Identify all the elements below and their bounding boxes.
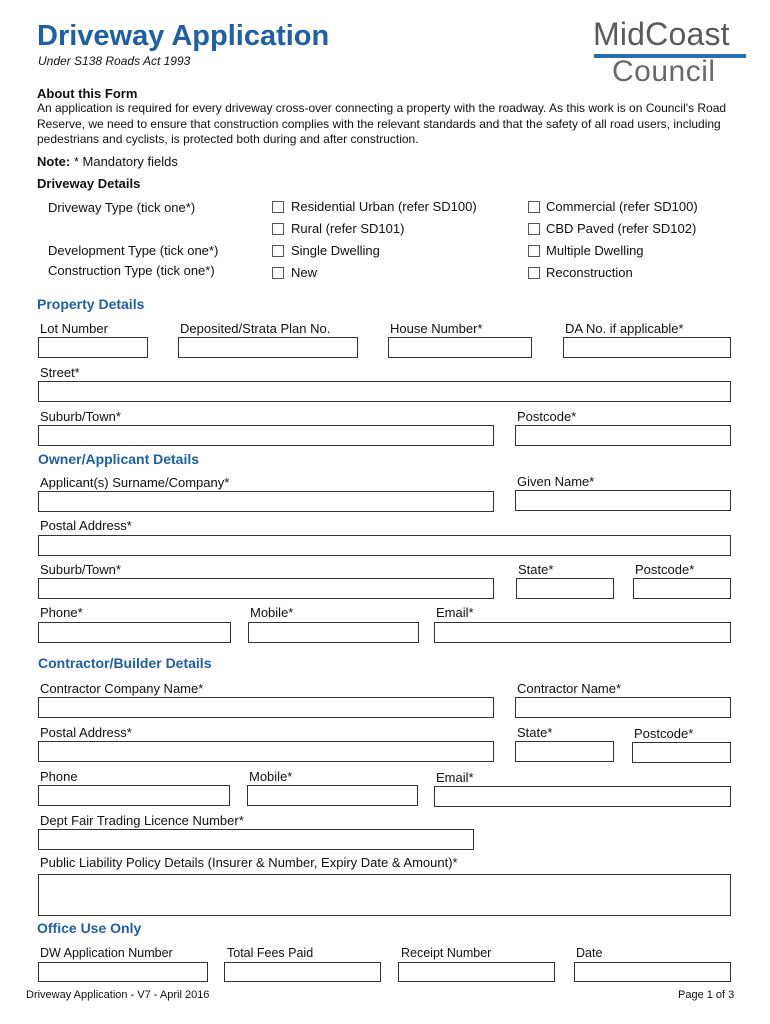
contractor-phone-label: Phone (40, 769, 78, 784)
single-dwelling-label: Single Dwelling (291, 243, 380, 258)
note-label: Note: (37, 154, 71, 169)
licence-label: Dept Fair Trading Licence Number* (40, 813, 244, 828)
lot-number-label: Lot Number (40, 321, 108, 336)
owner-phone-input[interactable] (38, 622, 231, 643)
receipt-label: Receipt Number (401, 946, 492, 960)
fees-input[interactable] (224, 962, 381, 982)
surname-input[interactable] (38, 491, 494, 512)
owner-email-label: Email* (436, 605, 474, 620)
logo-text-council: Council (612, 55, 716, 88)
property-postcode-input[interactable] (515, 425, 731, 446)
contractor-name-label: Contractor Name* (517, 681, 622, 696)
rural-label: Rural (refer SD101) (291, 221, 405, 236)
contractor-heading: Contractor/Builder Details (38, 655, 212, 671)
contractor-company-label: Contractor Company Name* (40, 681, 204, 696)
commercial-checkbox[interactable] (528, 201, 540, 213)
new-checkbox[interactable] (272, 267, 284, 279)
reconstruction-checkbox[interactable] (528, 267, 540, 279)
new-label: New (291, 265, 318, 280)
receipt-input[interactable] (398, 962, 555, 982)
owner-postcode-input[interactable] (633, 578, 731, 599)
footer-version: Driveway Application - V7 - April 2016 (26, 989, 210, 1001)
office-heading: Office Use Only (37, 920, 142, 936)
liability-label: Public Liability Policy Details (Insurer & Number, Expiry Date & Amount)* (40, 855, 458, 870)
cbd-paved-label: CBD Paved (refer SD102) (546, 221, 697, 236)
owner-suburb-label: Suburb/Town* (40, 562, 121, 577)
driveway-heading: Driveway Details (37, 176, 141, 191)
dw-number-input[interactable] (38, 962, 208, 982)
owner-phone-label: Phone* (40, 605, 83, 620)
logo-text-midcoast: MidCoast (593, 16, 730, 52)
mandatory-note (37, 154, 178, 169)
contractor-name-input[interactable] (515, 697, 731, 718)
contractor-company-input[interactable] (38, 697, 494, 718)
reconstruction-label: Reconstruction (546, 265, 633, 280)
commercial-label: Commercial (refer SD100) (546, 199, 698, 214)
date-label: Date (576, 946, 603, 960)
about-text: An application is required for every driveway cross-over connecting a property with the roadway. As this work is on Council's Road Reserve, we need to ensure that construction complies with the relevant standards and that the safety of all road users, including pedestrians and cyclists, is protected both during and after construction. (37, 101, 727, 146)
residential-urban-label: Residential Urban (refer SD100) (291, 199, 477, 214)
single-dwelling-checkbox[interactable] (272, 245, 284, 257)
surname-label: Applicant(s) Surname/Company* (40, 475, 230, 490)
property-postcode-label: Postcode* (517, 409, 577, 424)
licence-input[interactable] (38, 829, 474, 850)
fees-label: Total Fees Paid (227, 946, 314, 960)
contractor-postcode-input[interactable] (632, 742, 731, 763)
owner-postal-label: Postal Address* (40, 518, 132, 533)
house-number-label: House Number* (390, 321, 483, 336)
owner-suburb-input[interactable] (38, 578, 494, 599)
page-subtitle: Under S138 Roads Act 1993 (38, 54, 191, 68)
owner-state-label: State* (518, 562, 554, 577)
contractor-state-label: State* (517, 725, 553, 740)
house-number-input[interactable] (388, 337, 532, 358)
multiple-dwelling-checkbox[interactable] (528, 245, 540, 257)
owner-postcode-label: Postcode* (635, 562, 695, 577)
contractor-mobile-label: Mobile* (249, 769, 293, 784)
property-heading: Property Details (37, 296, 145, 312)
contractor-phone-input[interactable] (38, 785, 230, 806)
da-number-label: DA No. if applicable* (565, 321, 684, 336)
owner-mobile-input[interactable] (248, 622, 419, 643)
construction-type-label: Construction Type (tick one*) (48, 263, 215, 278)
owner-heading: Owner/Applicant Details (38, 451, 200, 467)
contractor-postcode-label: Postcode* (634, 726, 694, 741)
development-type-label: Development Type (tick one*) (48, 243, 219, 258)
given-name-label: Given Name* (517, 474, 595, 489)
cbd-paved-checkbox[interactable] (528, 223, 540, 235)
note-text: * Mandatory fields (73, 154, 178, 169)
contractor-postal-label: Postal Address* (40, 725, 132, 740)
property-suburb-label: Suburb/Town* (40, 409, 121, 424)
driveway-type-label: Driveway Type (tick one*) (48, 200, 196, 215)
da-number-input[interactable] (563, 337, 731, 358)
contractor-postal-input[interactable] (38, 741, 494, 762)
date-input[interactable] (574, 962, 731, 982)
owner-state-input[interactable] (516, 578, 614, 599)
liability-input[interactable] (38, 874, 731, 916)
contractor-email-label: Email* (436, 770, 474, 785)
given-name-input[interactable] (515, 490, 731, 511)
page-title: Driveway Application (37, 20, 330, 52)
dw-number-label: DW Application Number (40, 946, 173, 960)
owner-mobile-label: Mobile* (250, 605, 294, 620)
owner-postal-input[interactable] (38, 535, 731, 556)
plan-number-label: Deposited/Strata Plan No. (180, 321, 331, 336)
property-suburb-input[interactable] (38, 425, 494, 446)
about-heading: About this Form (37, 86, 138, 101)
lot-number-input[interactable] (38, 337, 148, 358)
residential-urban-checkbox[interactable] (272, 201, 284, 213)
multiple-dwelling-label: Multiple Dwelling (546, 243, 644, 258)
contractor-state-input[interactable] (515, 741, 614, 762)
owner-email-input[interactable] (434, 622, 731, 643)
street-label: Street* (40, 365, 80, 380)
footer-page-number: Page 1 of 3 (678, 989, 735, 1001)
rural-checkbox[interactable] (272, 223, 284, 235)
contractor-email-input[interactable] (434, 786, 731, 807)
street-input[interactable] (38, 381, 731, 402)
contractor-mobile-input[interactable] (247, 785, 418, 806)
plan-number-input[interactable] (178, 337, 358, 358)
